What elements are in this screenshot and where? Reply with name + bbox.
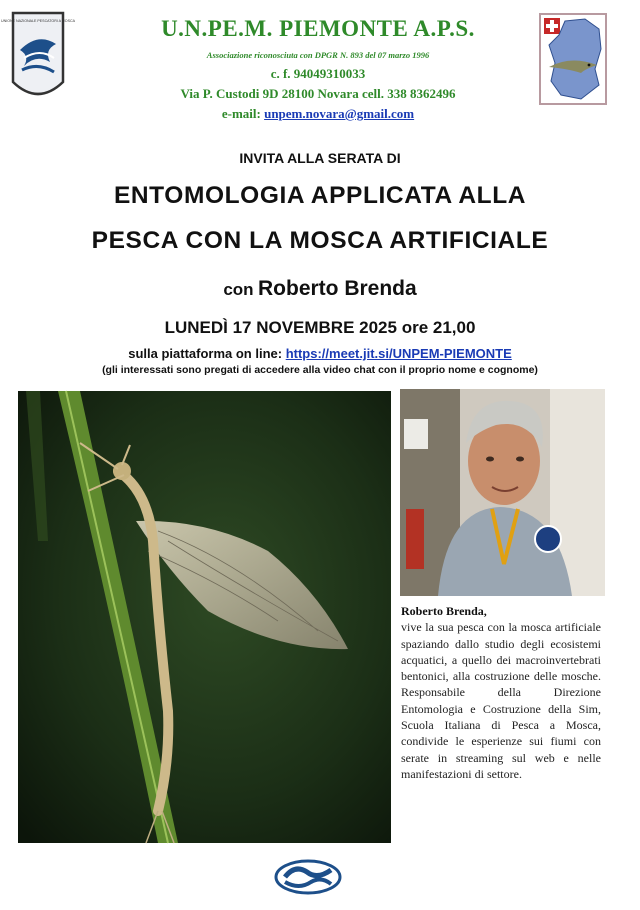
bio-name: Roberto Brenda, (401, 604, 487, 618)
speaker-prefix: con (223, 280, 254, 299)
bio-text: vive la sua pesca con la mosca artificiale spaziando dallo studio degli ecosistemi acquatici, a quello dei macroinvertebrati bentonici, alla costruzione delle mosche. Responsabile della Direzione Entomologia e Costruzione della Sim, Scuola Italiana di Pesca a Mosca, condivide le esperienze sui fiumi con serate in streaming sul web e nelle manifestazioni di settore. (401, 620, 601, 781)
invite-heading: INVITA ALLA SERATA DI (239, 150, 401, 166)
mayfly-photo (18, 391, 391, 843)
event-datetime: LUNEDÌ 17 NOVEMBRE 2025 ore 21,00 (164, 318, 476, 337)
email-label: e-mail: (221, 106, 261, 121)
org-email-line (100, 106, 536, 122)
platform-line (0, 346, 640, 361)
speaker-portrait-photo (400, 389, 605, 596)
platform-link[interactable]: https://meet.jit.si/UNPEM-PIEMONTE (285, 346, 512, 361)
event-title-line2: PESCA CON LA MOSCA ARTIFICIALE (91, 227, 549, 254)
org-recognition: Associazione riconosciuta con DPGR N. 893 del 07 marzo 1996 (206, 50, 430, 60)
speaker-name: Roberto Brenda (258, 277, 417, 300)
access-note: (gli interessati sono pregati di accedere alla video chat con il proprio nome e cognome) (102, 364, 538, 376)
unpem-footer-logo (273, 858, 343, 896)
logo-left-text: UNIONE NAZIONALE PESCATORI A MOSCA (1, 19, 75, 23)
unpem-shield-logo (1, 10, 75, 106)
org-name: U.N.PE.M. PIEMONTE A.P.S. (161, 16, 475, 41)
speaker-line (0, 277, 640, 301)
org-address: Via P. Custodi 9D 28100 Novara cell. 338 8362496 (180, 86, 456, 101)
platform-prefix: sulla piattaforma on line: (128, 346, 283, 361)
speaker-bio (401, 603, 601, 782)
piemonte-map-logo (539, 13, 607, 105)
event-title-line1: ENTOMOLOGIA APPLICATA ALLA (113, 182, 527, 209)
email-link[interactable]: unpem.novara@gmail.com (264, 106, 415, 121)
org-tax-code: c. f. 94049310033 (270, 66, 366, 81)
